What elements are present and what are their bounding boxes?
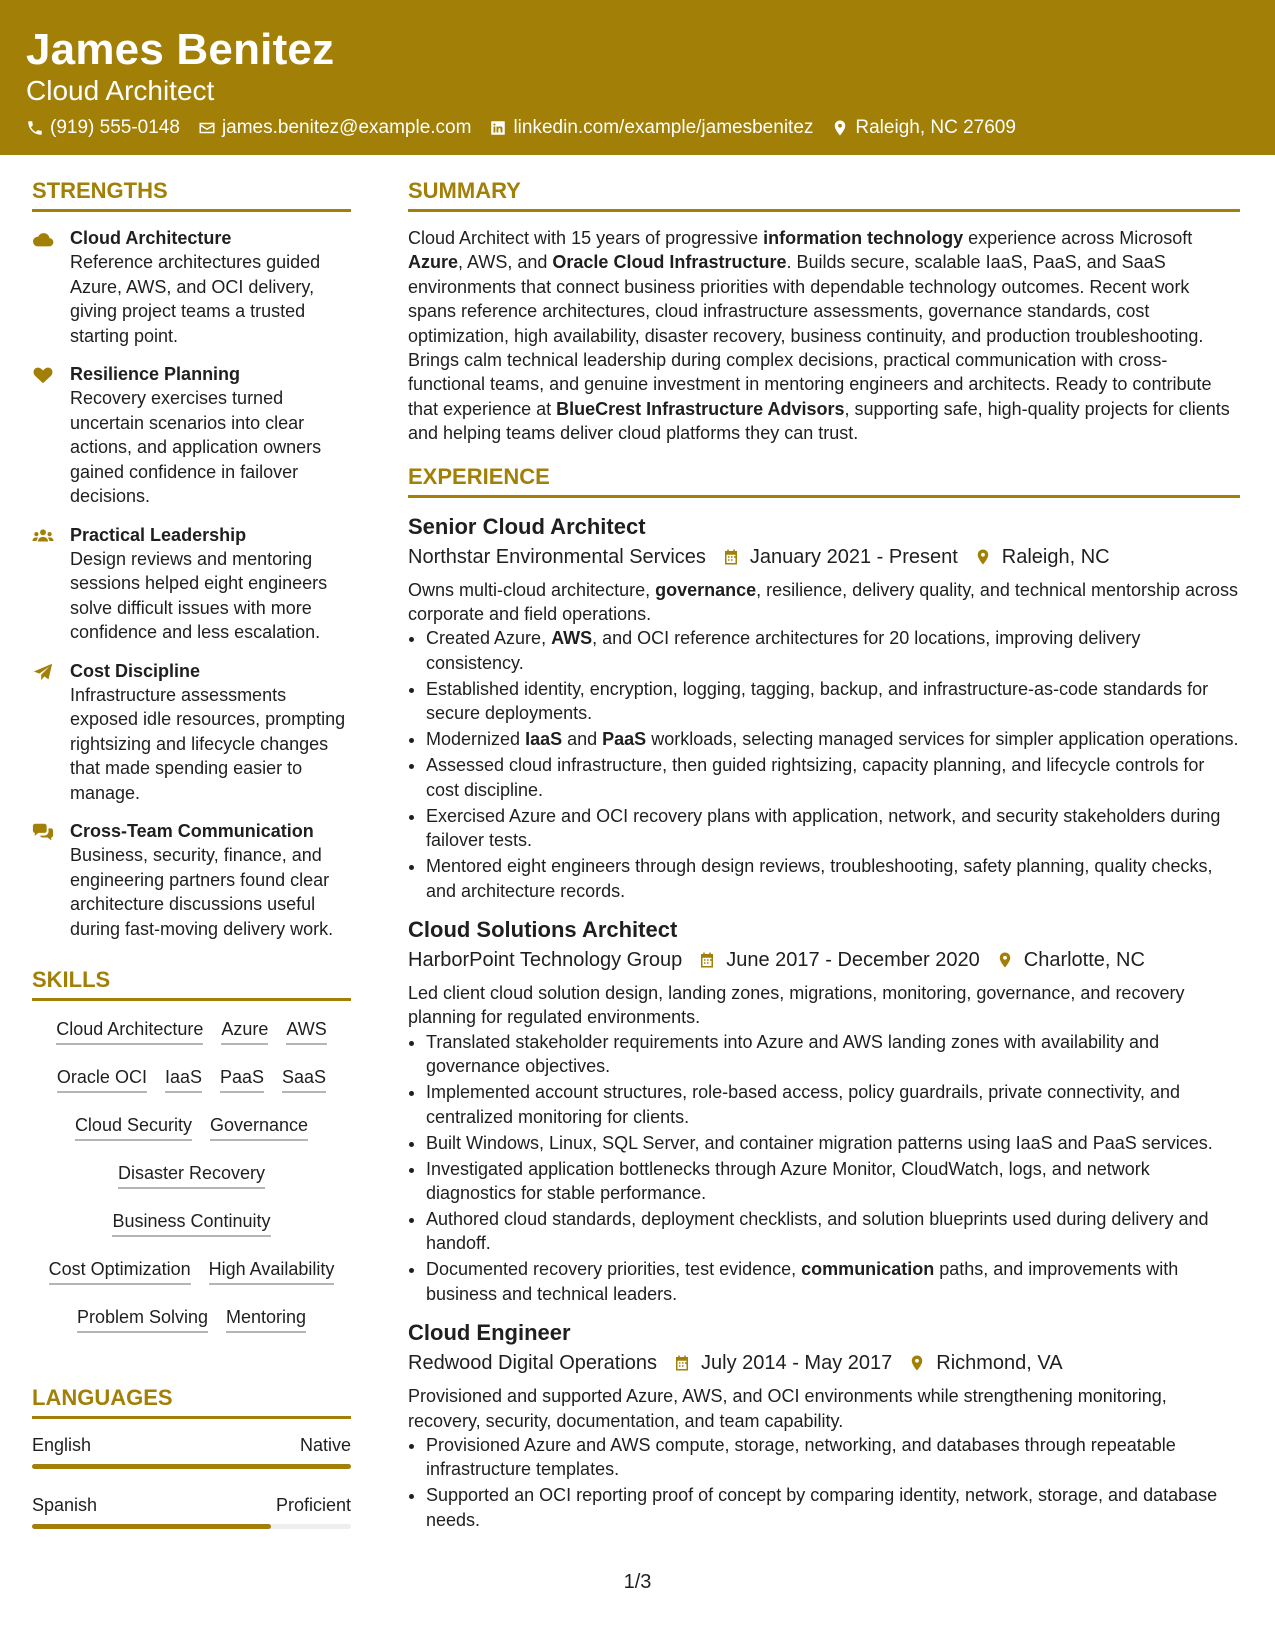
job-location: Charlotte, NC xyxy=(1023,948,1145,971)
language-proficiency-fill xyxy=(32,1524,271,1529)
skill-tag: SaaS xyxy=(282,1065,326,1093)
paper-plane-icon xyxy=(32,662,54,682)
skills-list xyxy=(32,1015,351,1333)
candidate-title: Cloud Architect xyxy=(26,75,215,106)
skill-tag: Business Continuity xyxy=(112,1209,270,1237)
skill-tag: Cloud Architecture xyxy=(56,1017,203,1045)
job-entry xyxy=(408,915,1240,1306)
location-pin-icon xyxy=(974,548,992,566)
skill-tag: IaaS xyxy=(165,1065,202,1093)
strength-item xyxy=(32,362,351,509)
skill-tag: Oracle OCI xyxy=(57,1065,147,1093)
contact-email[interactable] xyxy=(198,116,472,140)
language-item xyxy=(32,1433,351,1469)
skill-tag: AWS xyxy=(286,1017,326,1045)
page-number: 1/3 xyxy=(623,1571,652,1593)
job-bullets xyxy=(408,626,1240,902)
job-bullet: • Implemented account structures, role-based access, policy guardrails, private connectivity, and centralized monitoring for clients. xyxy=(426,1080,1240,1129)
strength-item xyxy=(32,226,351,348)
language-name: English xyxy=(32,1435,92,1455)
strength-description: Reference architectures guided Azure, AWS, and OCI delivery, giving project teams a trusted starting point. xyxy=(70,252,321,346)
job-bullet: • Supported an OCI reporting proof of concept by comparing identity, network, storage, and database needs. xyxy=(426,1483,1240,1532)
calendar-icon xyxy=(722,548,740,566)
calendar-icon xyxy=(698,951,716,969)
job-bullet: • Provisioned Azure and AWS compute, storage, networking, and databases through repeatable infrastructure templates. xyxy=(426,1433,1240,1482)
right-column xyxy=(408,174,1240,1544)
strength-description: Infrastructure assessments exposed idle resources, prompting rightsizing and lifecycle changes that made spending easier to manage. xyxy=(70,684,346,803)
skill-tag: Problem Solving xyxy=(77,1305,208,1333)
job-bullet: • Translated stakeholder requirements into Azure and AWS landing zones with availability and governance objectives. xyxy=(426,1030,1240,1079)
job-bullet: • Investigated application bottlenecks through Azure Monitor, CloudWatch, logs, and network diagnostics for stable performance. xyxy=(426,1157,1240,1206)
language-proficiency-bar xyxy=(32,1464,351,1469)
job-bullet: • Created Azure, AWS, and OCI reference architectures for 20 locations, improving delivery consistency. xyxy=(426,626,1240,675)
experience-heading: EXPERIENCE xyxy=(408,460,1240,498)
contact-phone xyxy=(26,116,180,140)
strength-item xyxy=(32,523,351,645)
job-bullet: • Modernized IaaS and PaaS workloads, selecting managed services for simpler application operations. xyxy=(426,727,1240,751)
language-level: Native xyxy=(299,1435,351,1455)
language-name: Spanish xyxy=(32,1495,98,1515)
job-company: HarborPoint Technology Group xyxy=(408,948,683,971)
job-bullet: • Mentored eight engineers through design reviews, troubleshooting, safety planning, quality checks, and architecture records. xyxy=(426,854,1240,903)
heart-icon xyxy=(32,365,54,385)
summary-heading: SUMMARY xyxy=(408,174,1240,212)
job-bullets xyxy=(408,1433,1240,1532)
strength-title: Resilience Planning xyxy=(70,364,241,384)
language-item xyxy=(32,1493,351,1529)
job-bullets xyxy=(408,1030,1240,1306)
job-description: Owns multi-cloud architecture, governance, resilience, delivery quality, and technical mentorship across corporate and field operations. xyxy=(408,579,1239,625)
contact-linkedin[interactable] xyxy=(489,116,813,140)
experience-list xyxy=(408,512,1240,1533)
summary-text: Cloud Architect with 15 years of progressive information technology experience across Microsoft Azure, AWS, and Oracle Cloud Infrastructure. Builds secure, scalable IaaS, PaaS, and SaaS environments that connect business priorities with dependable technology outcomes. Recent work spans reference architectures, cloud infrastructure assessments, governance standards, cost optimization, high availability, disaster recovery, business continuity, and production troubleshooting. Brings calm technical leadership during complex decisions, practical communication with cross-functional teams, and genuine investment in mentoring engineers and architects. Ready to contribute that experience at BlueCrest Infrastructure Advisors, supporting safe, high-quality projects for clients and helping teams deliver cloud platforms they can trust. xyxy=(408,228,1230,444)
job-entry xyxy=(408,512,1240,903)
left-column xyxy=(32,174,351,1553)
skill-tag: PaaS xyxy=(220,1065,264,1093)
candidate-name: James Benitez xyxy=(26,25,335,74)
job-title: Cloud Solutions Architect xyxy=(408,916,678,942)
skill-tag: Mentoring xyxy=(226,1305,306,1333)
contact-bar xyxy=(26,116,1016,140)
job-bullet: • Assessed cloud infrastructure, then guided rightsizing, capacity planning, and lifecycle controls for cost discipline. xyxy=(426,753,1240,802)
strength-title: Cloud Architecture xyxy=(70,228,232,248)
job-company: Northstar Environmental Services xyxy=(408,545,706,568)
job-bullet: • Exercised Azure and OCI recovery plans with application, network, and security stakeholders during failover tests. xyxy=(426,804,1240,853)
strength-item xyxy=(32,819,351,941)
strength-description: Design reviews and mentoring sessions helped eight engineers solve difficult issues with more confidence and less escalation. xyxy=(70,548,328,642)
strength-description: Recovery exercises turned uncertain scenarios into clear actions, and application owners gained confidence in failover decisions. xyxy=(70,388,322,506)
job-dates: January 2021 - Present xyxy=(749,545,958,568)
contact-location xyxy=(831,116,1016,140)
contact-email-text[interactable]: james.benitez@example.com xyxy=(221,117,472,138)
job-meta xyxy=(408,945,1240,975)
contact-phone-text: (919) 555-0148 xyxy=(50,117,180,138)
strengths-heading: STRENGTHS xyxy=(32,174,351,212)
job-description: Provisioned and supported Azure, AWS, and OCI environments while strengthening monitoring, recovery, security, documentation, and team capability. xyxy=(408,1386,1167,1431)
language-level: Proficient xyxy=(275,1495,351,1515)
cloud-icon xyxy=(32,229,54,249)
location-pin-icon xyxy=(831,119,849,137)
job-bullet: • Established identity, encryption, logging, tagging, backup, and infrastructure-as-code standards for secure deployments. xyxy=(426,677,1240,726)
job-location: Raleigh, NC xyxy=(1001,545,1110,568)
job-location: Richmond, VA xyxy=(936,1352,1063,1375)
location-pin-icon xyxy=(996,951,1014,969)
languages-heading: LANGUAGES xyxy=(32,1381,351,1419)
job-bullet: • Documented recovery priorities, test evidence, communication paths, and improvements with business and technical leaders. xyxy=(426,1257,1240,1306)
calendar-icon xyxy=(673,1354,691,1372)
job-title: Cloud Engineer xyxy=(408,1320,571,1346)
job-meta xyxy=(408,1348,1240,1378)
resume-header xyxy=(0,0,1275,155)
contact-location-text: Raleigh, NC 27609 xyxy=(855,117,1016,138)
job-description: Led client cloud solution design, landing zones, migrations, monitoring, governance, and recovery planning for regulated environments. xyxy=(408,982,1185,1028)
skill-tag: High Availability xyxy=(209,1257,335,1285)
job-bullet: • Built Windows, Linux, SQL Server, and container migration patterns using IaaS and PaaS services. xyxy=(426,1131,1240,1155)
strength-title: Cost Discipline xyxy=(70,660,201,681)
job-dates: July 2014 - May 2017 xyxy=(701,1352,893,1375)
envelope-icon xyxy=(198,119,216,137)
skills-heading: SKILLS xyxy=(32,963,351,1001)
strength-description: Business, security, finance, and engineering partners found clear architecture discussions useful during fast-moving delivery work. xyxy=(70,845,334,939)
job-title: Senior Cloud Architect xyxy=(408,513,646,539)
language-proficiency-fill xyxy=(32,1464,351,1469)
job-dates: June 2017 - December 2020 xyxy=(726,948,980,971)
strength-title: Cross-Team Communication xyxy=(70,821,314,841)
job-company: Redwood Digital Operations xyxy=(408,1352,658,1375)
skill-tag: Cost Optimization xyxy=(49,1257,191,1285)
strength-title: Practical Leadership xyxy=(70,524,247,545)
contact-linkedin-text[interactable]: linkedin.com/example/jamesbenitez xyxy=(513,117,814,138)
skill-tag: Disaster Recovery xyxy=(118,1161,265,1189)
language-proficiency-bar xyxy=(32,1524,351,1529)
skill-tag: Cloud Security xyxy=(75,1113,192,1141)
users-icon xyxy=(32,526,54,546)
job-entry xyxy=(408,1318,1240,1532)
strength-item xyxy=(32,659,351,806)
chat-bubbles-icon xyxy=(32,822,54,842)
location-pin-icon xyxy=(908,1354,926,1372)
linkedin-icon xyxy=(489,119,507,137)
job-bullet: • Authored cloud standards, deployment checklists, and solution blueprints used during delivery and handoff. xyxy=(426,1207,1240,1256)
skill-tag: Azure xyxy=(221,1017,268,1045)
phone-icon xyxy=(26,119,44,137)
job-meta xyxy=(408,542,1240,572)
skill-tag: Governance xyxy=(210,1113,308,1141)
